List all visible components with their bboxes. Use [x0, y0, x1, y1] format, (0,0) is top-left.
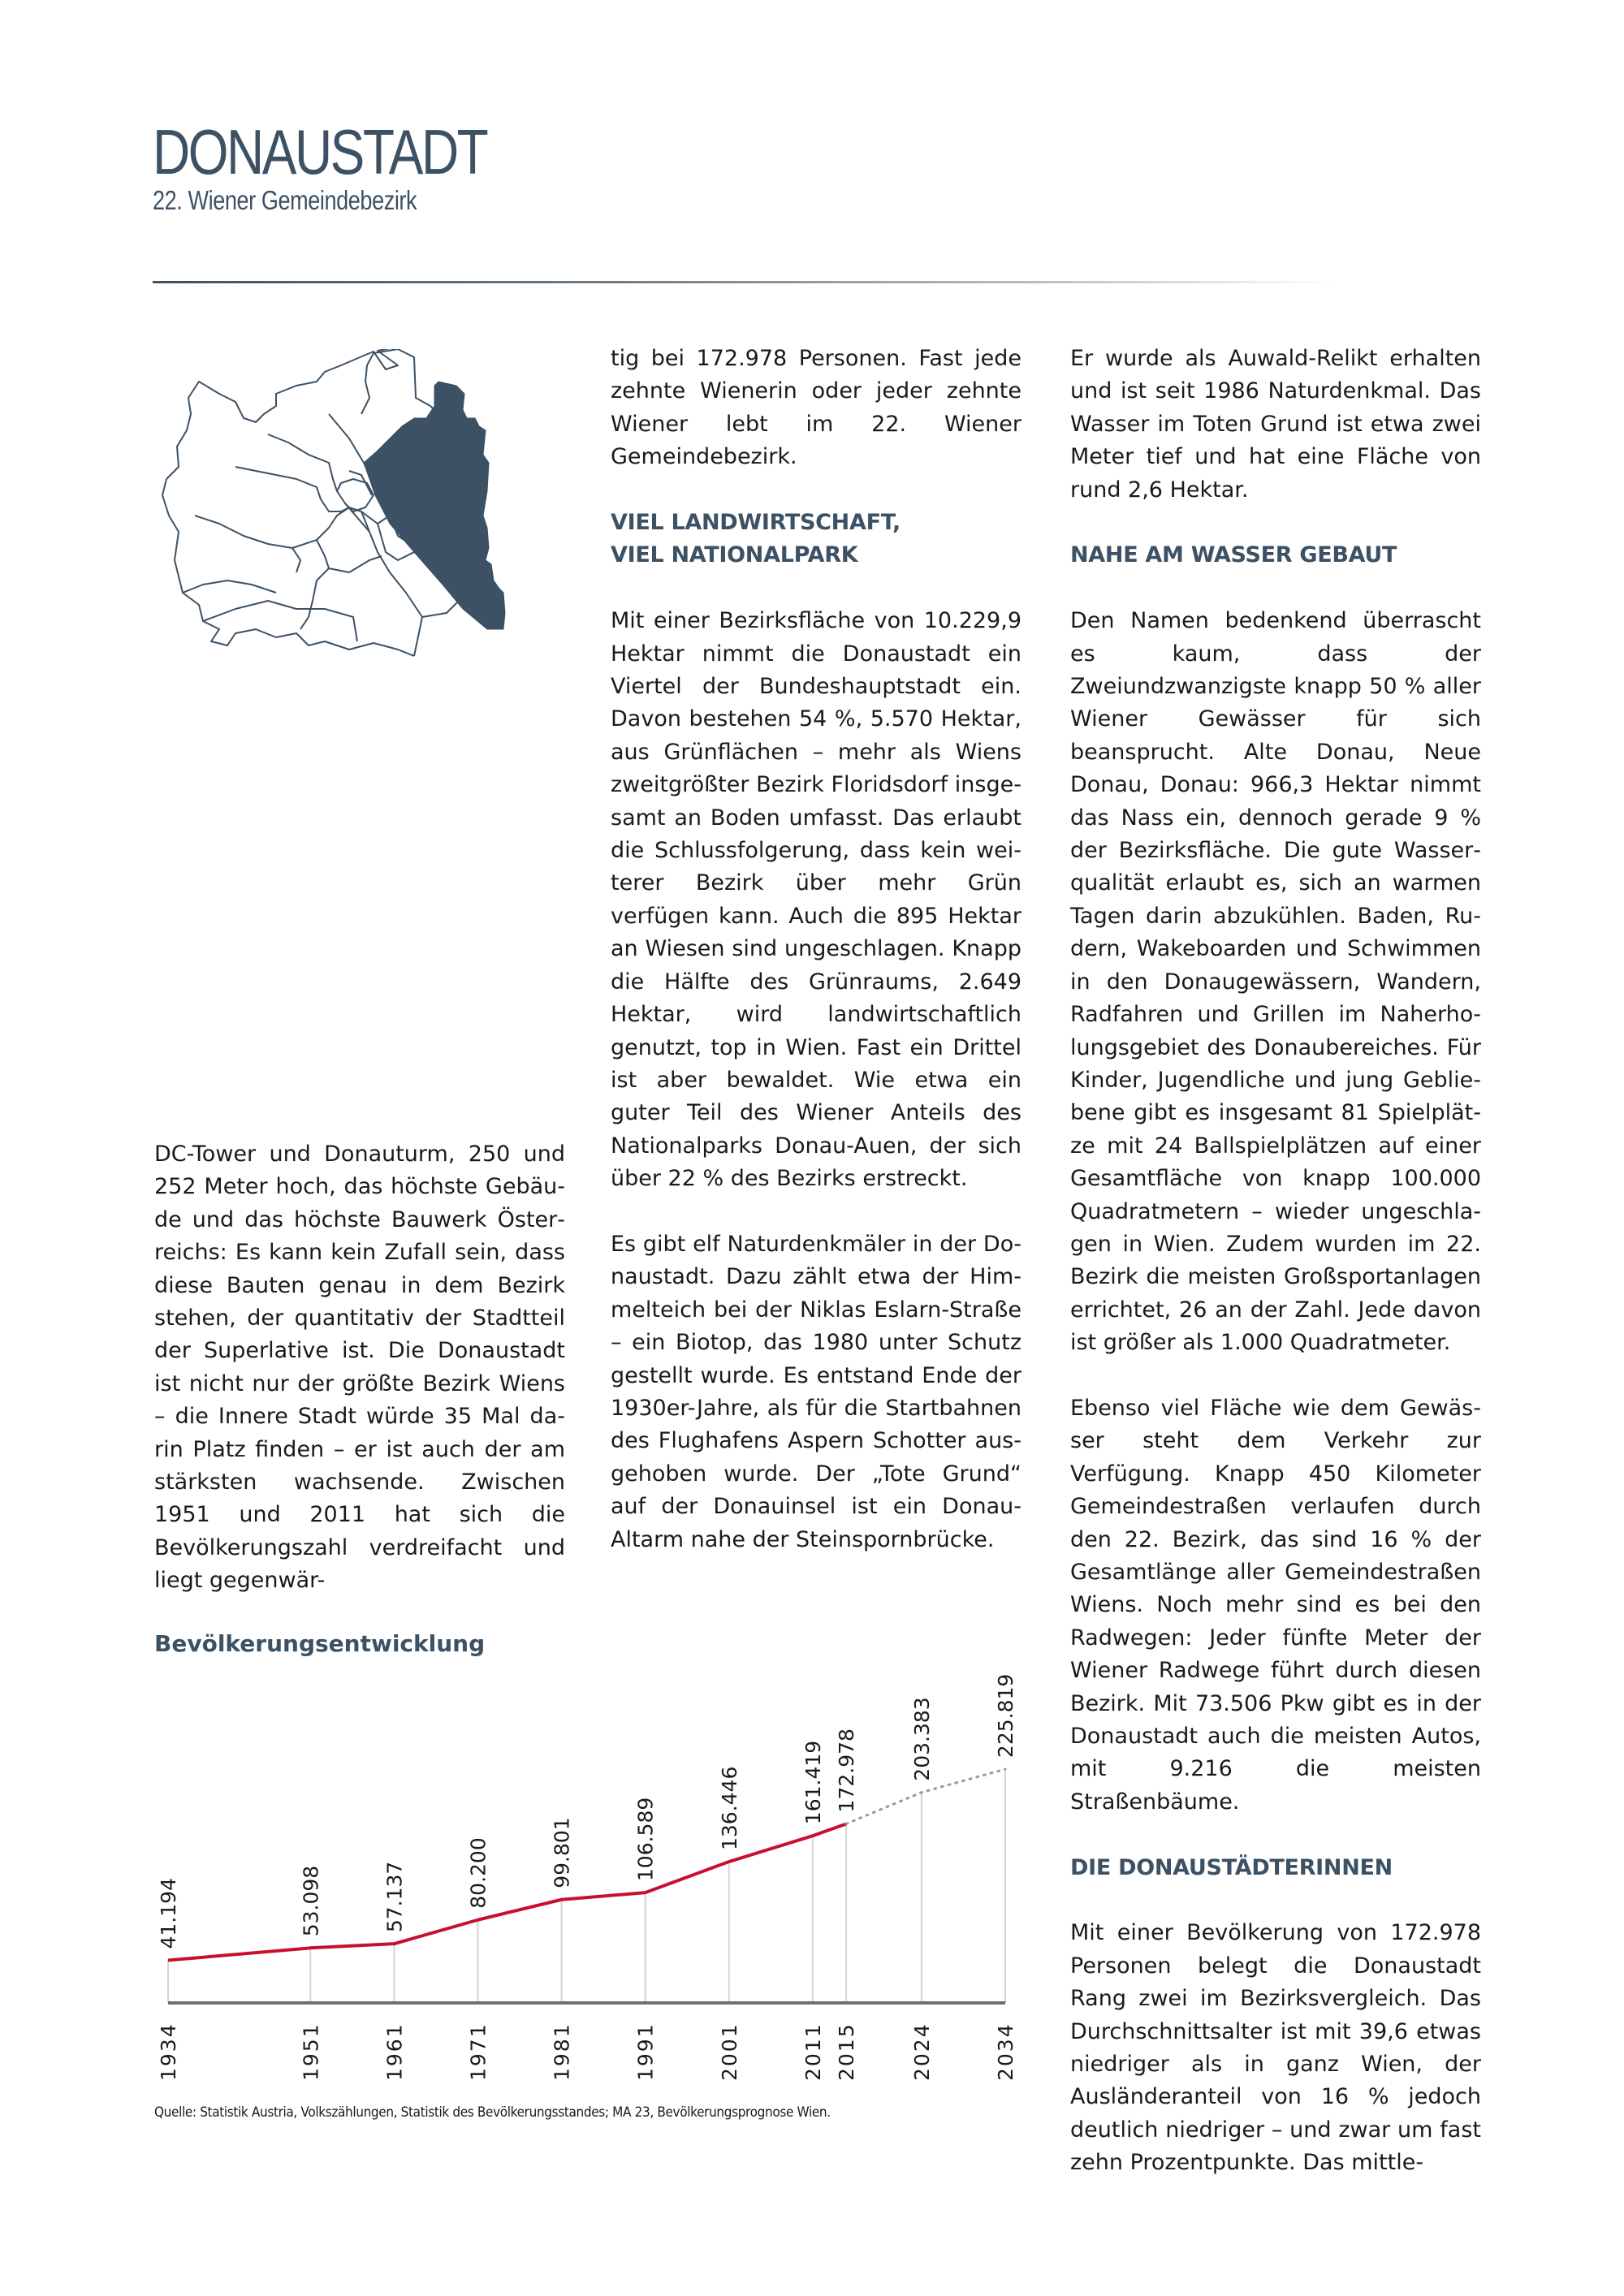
data-label: 161.419: [801, 1740, 825, 1825]
x-tick-label: 1971: [466, 2022, 490, 2081]
map-outline: [166, 349, 398, 479]
intro-paragraph-continued: tig bei 172.978 Personen. Fast jede zehnte Wienerin oder jeder zehnte Wiener lebt im 22. Wiener Gemeindebezirk.: [611, 346, 1021, 470]
column-2: [611, 343, 1021, 1556]
tote-grund-paragraph: Er wurde als Auwald-Relikt erhalten und ist seit 1986 Naturdenkmal. Das Wasser im Toten Grund ist etwa zwei Meter tief und hat eine Fläche von rund 2,6 Hektar.: [1070, 346, 1481, 503]
data-label: 99.801: [550, 1817, 574, 1888]
data-label: 53.098: [299, 1865, 323, 1937]
data-label: 136.446: [717, 1766, 741, 1851]
data-label: 57.137: [382, 1861, 407, 1933]
x-tick-label: 1991: [633, 2022, 658, 2081]
x-tick-label: 1934: [157, 2022, 180, 2081]
column-3: [1070, 343, 1481, 2180]
population-line: [168, 1823, 846, 1960]
section-heading-wasser: NAHE AM WASSER GEBAUT: [1070, 542, 1397, 568]
x-tick-label: 2011: [801, 2022, 825, 2081]
forecast-line: [846, 1769, 1005, 1823]
data-label: 172.978: [835, 1728, 859, 1813]
vienna-district-map: [154, 349, 568, 658]
x-tick-label: 1961: [382, 2022, 407, 2081]
data-label: 80.200: [466, 1837, 490, 1909]
data-label: 203.383: [909, 1697, 934, 1781]
column-1: [154, 1138, 565, 1598]
x-tick-label: 2034: [994, 2022, 1017, 2081]
naturdenkmaeler-paragraph: Es gibt elf Naturdenkmäler in der Donaustadt. Dazu zählt etwa der Himmelteich bei der Niklas Eslarn-Straße – ein Biotop, das 1980 unter Schutz gestellt wurde. Es entstand Ende der 1930er-Jahre, als für die Startbahnen des Flughafens Aspern Schotter ausgehoben wurde. Der „Tote Grund“ auf der Donauinsel ist ein Donau-Altarm nahe der Steinspornbrücke.: [611, 1231, 1021, 1552]
x-tick-label: 2015: [835, 2022, 859, 2081]
data-label: 41.194: [157, 1877, 180, 1949]
heading-line-1: VIEL LANDWIRTSCHAFT,: [611, 510, 901, 536]
wasser-paragraph: Den Namen bedenkend überrascht es kaum, dass der Zweiundzwanzigste knapp 50 % aller Wiener Gewässer für sich beansprucht. Alte Donau, Neue Donau, Donau: 966,3 Hektar nimmt das Nass ein, dennoch gerade 9 % der Bezirksfläche. Die gute Wasserqualität erlaubt es, sich an warmen Tagen darin abzukühlen. Baden, Rudern, Wakeboarden und Schwimmen in den Donaugewässern, Wandern, Radfahren und Grillen im Naherholungsgebiet des Donaubereiches. Für Kinder, Jugendliche und jung Gebliebene gibt es insgesamt 81 Spielplätze mit 24 Ballspielplätzen auf einer Gesamtfläche von knapp 100.000 Quadratmetern – wieder ungeschlagen in Wien. Zudem wurden im 22. Bezirk die meisten Großsportanlagen errichtet, 26 an der Zahl. Jede davon ist größer als 1.000 Quadratmeter.: [1070, 608, 1481, 1356]
x-tick-label: 2001: [717, 2022, 741, 2081]
section-heading-donaustaedterinnen: DIE DONAUSTÄDTERINNEN: [1070, 1854, 1393, 1880]
verkehr-paragraph: Ebenso viel Fläche wie dem Gewässer steht dem Verkehr zur Verfügung. Knapp 450 Kilometer Gemeindestraßen verlaufen durch den 22. Bezirk, das sind 16 % der Gesamtlänge aller Gemeindestraßen Wiens. Noch mehr sind es bei den Radwegen: Jeder fünfte Meter der Wiener Radwege führt durch diesen Bezirk. Mit 73.506 Pkw gibt es in der Donaustadt auch die meisten Autos, mit 9.216 die meisten Straßenbäume.: [1070, 1395, 1481, 1815]
chart-source: Quelle: Statistik Austria, Volkszählungen, Statistik des Bevölkerungsstandes; MA 23, Bevölkerungsprognose Wien.: [154, 2104, 831, 2121]
page-title: DONAUSTADT: [153, 116, 487, 188]
page-subtitle: 22. Wiener Gemeindebezirk: [153, 185, 417, 215]
x-tick-label: 1981: [550, 2022, 574, 2081]
header-divider: [153, 281, 1338, 283]
heading-line-2: VIEL NATIONALPARK: [611, 542, 858, 568]
chart-title: Bevölkerungsentwicklung: [154, 1630, 486, 1657]
x-tick-label: 1951: [299, 2022, 323, 2081]
data-label: 106.589: [633, 1797, 658, 1882]
data-label: 225.819: [994, 1673, 1017, 1759]
landwirtschaft-paragraph: Mit einer Bezirksfläche von 10.229,9 Hektar nimmt die Donaustadt ein Viertel der Bundeshauptstadt ein. Davon bestehen 54 %, 5.570 Hektar, aus Grünflächen – mehr als Wiens zweitgrößter Bezirk Floridsdorf insgesamt an Boden umfasst. Das erlaubt die Schlussfolgerung, dass kein weiterer Bezirk über mehr Grün verfügen kann. Auch die 895 Hektar an Wiesen sind ungeschlagen. Knapp die Hälfte des Grünraums, 2.649 Hektar, wird landwirtschaftlich genutzt, top in Wien. Fast ein Drittel ist aber bewaldet. Wie etwa ein guter Teil des Wiener Anteils des Nationalparks Donau-Auen, der sich über 22 % des Bezirks erstreckt.: [611, 608, 1021, 1192]
section-heading-landwirtschaft: [611, 507, 1021, 572]
intro-paragraph: DC-Tower und Donauturm, 250 und 252 Meter hoch, das höchste Gebäude und das höchste Bauwerk Österreichs: Es kann kein Zufall sein, dass diese Bauten genau in dem Bezirk stehen, der quantitativ der Stadtteil der Superlative ist. Die Donaustadt ist nicht nur der größte Bezirk Wiens – die Innere Stadt würde 35 Mal darin Platz finden – er ist auch der am stärksten wachsende. Zwischen 1951 und 2011 hat sich die Bevölkerungszahl verdreifacht und liegt gegenwär-: [154, 1142, 565, 1594]
donaustadt-highlight: [364, 382, 505, 629]
bevoelkerung-paragraph: Mit einer Bevölkerung von 172.978 Personen belegt die Donaustadt Rang zwei im Bezirksvergleich. Das Durchschnittsalter ist mit 39,6 etwas niedriger als in ganz Wien, der Ausländeranteil von 16 % jedoch deutlich niedriger – und zwar um fast zehn Prozentpunkte. Das mittle-: [1070, 1920, 1481, 2176]
x-tick-label: 2024: [909, 2022, 934, 2081]
